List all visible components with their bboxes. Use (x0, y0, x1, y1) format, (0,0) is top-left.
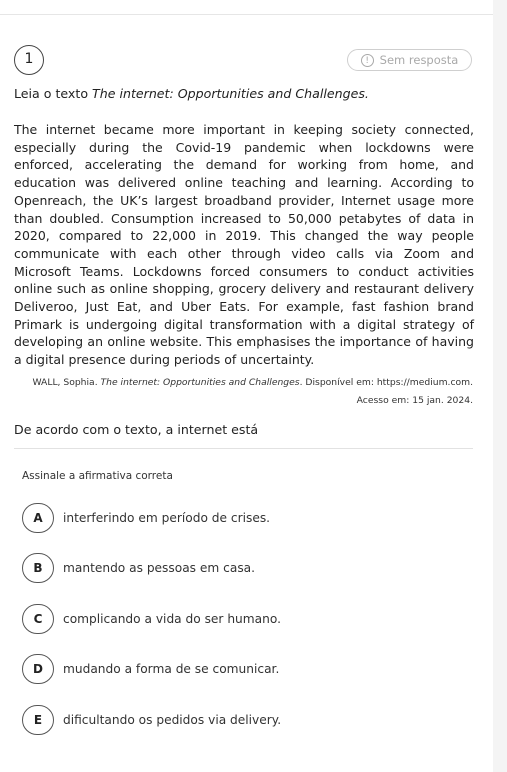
status-badge (347, 49, 472, 71)
intro-title: The internet: Opportunities and Challenges. (92, 86, 369, 101)
option-e[interactable] (22, 705, 281, 735)
reference (22, 374, 473, 409)
option-letter[interactable]: D (22, 654, 54, 684)
option-c[interactable] (22, 604, 281, 634)
option-a[interactable] (22, 503, 270, 533)
option-text[interactable]: dificultando os pedidos via delivery. (63, 713, 282, 727)
reference-source: . Disponível em: https://medium.com. (299, 377, 473, 388)
option-text[interactable]: complicando a vida do ser humano. (63, 612, 281, 626)
option-d[interactable] (22, 654, 279, 684)
info-icon: ! (361, 54, 374, 67)
reference-author: WALL, Sophia. (32, 377, 101, 388)
option-b[interactable] (22, 553, 255, 583)
reference-access: Acesso em: 15 jan. 2024. (356, 394, 473, 406)
status-label: Sem resposta (379, 53, 459, 67)
option-letter[interactable]: B (22, 553, 54, 583)
reference-title: The internet: Opportunities and Challenges (100, 377, 300, 388)
reference-line (22, 374, 473, 392)
passage-text: The internet became more important in keeping society connected, especially during the Covid-19 pandemic when lockdowns were enforced, accelerating the demand for working from home, and education was delivered online teaching and learning. According to Openreach, the UK’s largest broadband provider, Internet usage more than doubled. Consumption increased to 50,000 petabytes of data in 2020, compared to 22,000 in 2019. This changed the way people communicate with each other through video calls via Zoom and Microsoft Teams. Lockdowns forced consumers to conduct activities online such as online shopping, grocery delivery and restaurant delivery Deliveroo, Just Eat, and Uber Eats. For example, fast fashion brand Primark is undergoing digital transformation with a digital strategy of developing an online website. This emphasises the importance of having a digital presence during periods of uncertainty. (14, 122, 474, 368)
option-text[interactable]: mudando a forma de se comunicar. (63, 662, 280, 676)
question-stem: De acordo com o texto, a internet está (14, 422, 259, 437)
option-text[interactable]: mantendo as pessoas em casa. (63, 561, 256, 575)
option-letter[interactable]: E (22, 705, 54, 735)
intro-plain: Leia o texto (14, 86, 93, 101)
question-number: 1 (14, 45, 44, 75)
intro-text (14, 86, 369, 101)
option-letter[interactable]: C (22, 604, 54, 634)
instruction-text: Assinale a afirmativa correta (22, 470, 173, 482)
option-text[interactable]: interferindo em período de crises. (63, 511, 271, 525)
stem-divider (14, 448, 473, 449)
top-divider (0, 14, 493, 15)
option-letter[interactable]: A (22, 503, 54, 533)
